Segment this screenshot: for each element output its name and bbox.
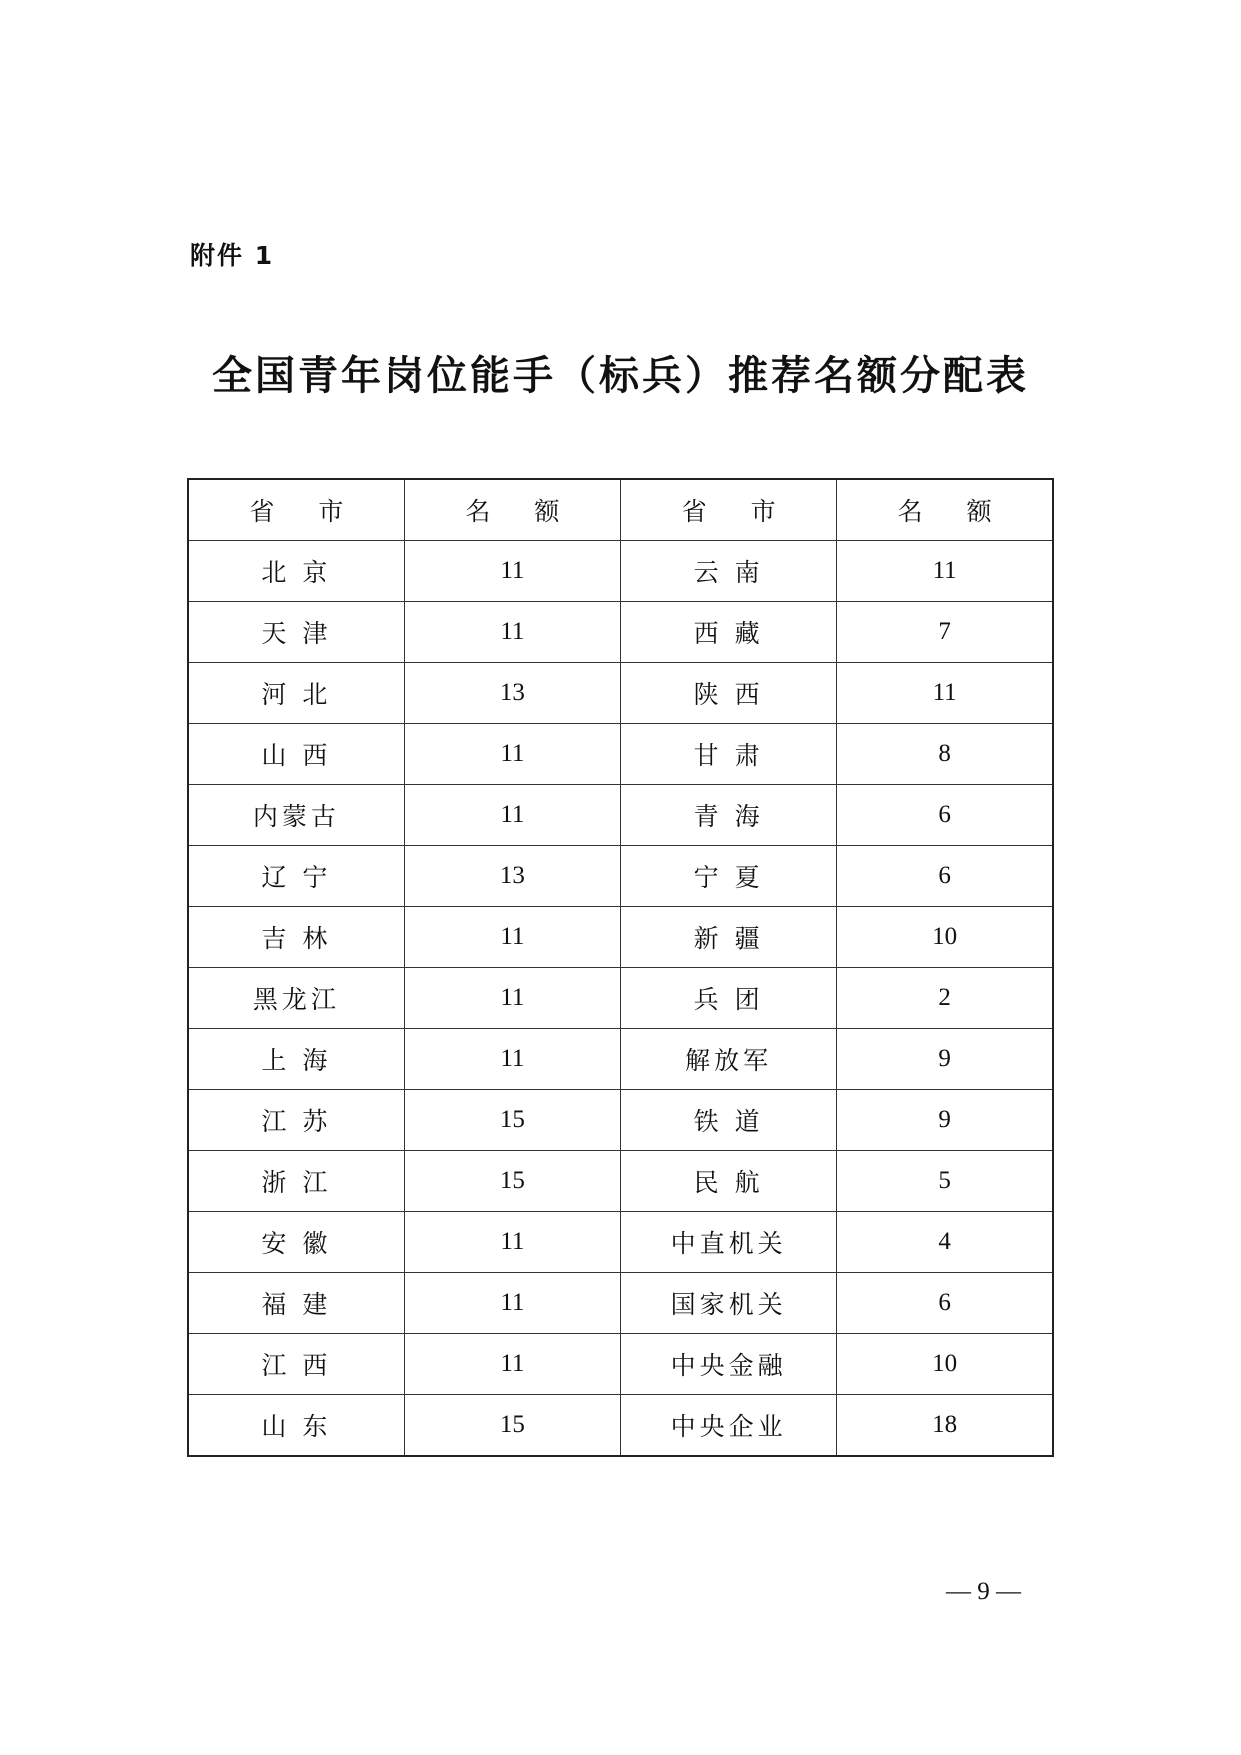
province-name-cell: 中直机关 <box>621 1212 837 1273</box>
page-title: 全国青年岗位能手（标兵）推荐名额分配表 <box>212 352 1029 399</box>
province-name-cell: 北 京 <box>188 541 404 602</box>
table-row <box>188 846 1053 907</box>
province-name-cell: 中央金融 <box>621 1334 837 1395</box>
quota-value-cell: 11 <box>404 541 620 602</box>
province-name-cell: 甘 肃 <box>621 724 837 785</box>
quota-value-cell: 10 <box>837 1334 1053 1395</box>
table-row <box>188 1395 1053 1457</box>
province-name-cell: 内蒙古 <box>188 785 404 846</box>
quota-value-cell: 11 <box>404 602 620 663</box>
quota-value-cell: 7 <box>837 602 1053 663</box>
quota-value-cell: 10 <box>837 907 1053 968</box>
table-row <box>188 968 1053 1029</box>
quota-value-cell: 8 <box>837 724 1053 785</box>
attachment-label: 附件 1 <box>190 241 275 270</box>
province-name-cell: 中央企业 <box>621 1395 837 1457</box>
quota-value-cell: 11 <box>404 1334 620 1395</box>
province-name-cell: 辽 宁 <box>188 846 404 907</box>
quota-value-cell: 11 <box>837 663 1053 724</box>
quota-value-cell: 6 <box>837 846 1053 907</box>
header-province: 省 市 <box>621 479 837 541</box>
table-row <box>188 1151 1053 1212</box>
quota-value-cell: 15 <box>404 1090 620 1151</box>
quota-value-cell: 13 <box>404 846 620 907</box>
province-name-cell: 青 海 <box>621 785 837 846</box>
quota-value-cell: 2 <box>837 968 1053 1029</box>
quota-value-cell: 11 <box>404 907 620 968</box>
header-quota: 名 额 <box>404 479 620 541</box>
table-row <box>188 602 1053 663</box>
quota-value-cell: 4 <box>837 1212 1053 1273</box>
province-name-cell: 铁 道 <box>621 1090 837 1151</box>
table-row <box>188 663 1053 724</box>
quota-value-cell: 11 <box>404 724 620 785</box>
table-row <box>188 785 1053 846</box>
province-name-cell: 山 西 <box>188 724 404 785</box>
table-body <box>188 541 1053 1457</box>
table-row <box>188 1334 1053 1395</box>
province-name-cell: 宁 夏 <box>621 846 837 907</box>
page-number: — 9 — <box>946 1578 1021 1605</box>
header-quota: 名 额 <box>837 479 1053 541</box>
province-name-cell: 国家机关 <box>621 1273 837 1334</box>
quota-value-cell: 11 <box>404 1212 620 1273</box>
province-name-cell: 西 藏 <box>621 602 837 663</box>
table-row <box>188 1212 1053 1273</box>
province-name-cell: 山 东 <box>188 1395 404 1457</box>
table-row <box>188 907 1053 968</box>
province-name-cell: 上 海 <box>188 1029 404 1090</box>
province-name-cell: 江 苏 <box>188 1090 404 1151</box>
quota-value-cell: 9 <box>837 1090 1053 1151</box>
quota-value-cell: 11 <box>404 785 620 846</box>
province-name-cell: 河 北 <box>188 663 404 724</box>
header-province: 省 市 <box>188 479 404 541</box>
province-name-cell: 解放军 <box>621 1029 837 1090</box>
quota-value-cell: 18 <box>837 1395 1053 1457</box>
quota-value-cell: 6 <box>837 785 1053 846</box>
quota-allocation-table <box>187 478 1054 1457</box>
table-header-row <box>188 479 1053 541</box>
table-row <box>188 1090 1053 1151</box>
province-name-cell: 陕 西 <box>621 663 837 724</box>
table-row <box>188 1273 1053 1334</box>
quota-value-cell: 6 <box>837 1273 1053 1334</box>
quota-value-cell: 11 <box>837 541 1053 602</box>
province-name-cell: 云 南 <box>621 541 837 602</box>
table-row <box>188 1029 1053 1090</box>
province-name-cell: 新 疆 <box>621 907 837 968</box>
table-row <box>188 724 1053 785</box>
table-row <box>188 541 1053 602</box>
quota-value-cell: 5 <box>837 1151 1053 1212</box>
quota-value-cell: 15 <box>404 1151 620 1212</box>
quota-value-cell: 11 <box>404 968 620 1029</box>
province-name-cell: 天 津 <box>188 602 404 663</box>
province-name-cell: 黑龙江 <box>188 968 404 1029</box>
province-name-cell: 安 徽 <box>188 1212 404 1273</box>
quota-value-cell: 15 <box>404 1395 620 1457</box>
quota-value-cell: 9 <box>837 1029 1053 1090</box>
province-name-cell: 江 西 <box>188 1334 404 1395</box>
province-name-cell: 浙 江 <box>188 1151 404 1212</box>
quota-value-cell: 13 <box>404 663 620 724</box>
quota-value-cell: 11 <box>404 1273 620 1334</box>
province-name-cell: 民 航 <box>621 1151 837 1212</box>
province-name-cell: 吉 林 <box>188 907 404 968</box>
province-name-cell: 福 建 <box>188 1273 404 1334</box>
quota-value-cell: 11 <box>404 1029 620 1090</box>
province-name-cell: 兵 团 <box>621 968 837 1029</box>
